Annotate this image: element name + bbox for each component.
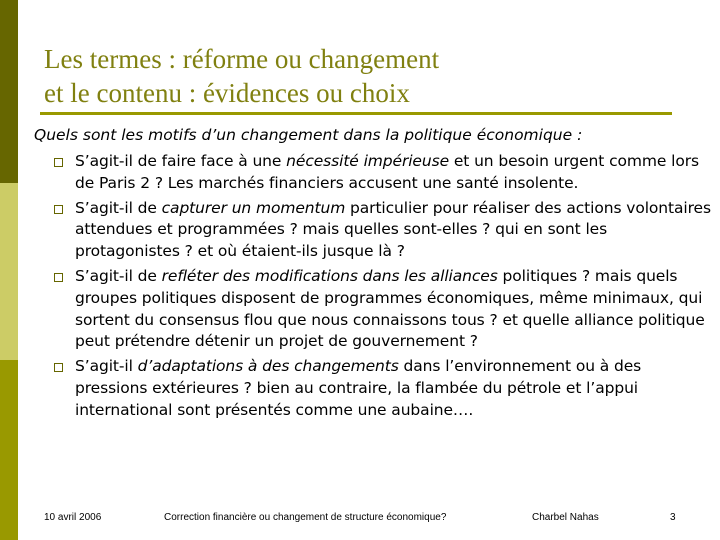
footer-author: Charbel Nahas xyxy=(532,512,599,523)
text: dans l’environnement ou à des pressions extérieures ? bien au contraire, la flambée du pétrole et l’appui international sont présentés comme une aubaine…. xyxy=(75,357,642,419)
title-line-1: Les termes : réforme ou changement xyxy=(44,44,440,74)
intro-question: Quels sont les motifs d’un changement dans la politique économique : xyxy=(34,126,583,144)
footer-subject: Correction financière ou changement de structure économique? xyxy=(164,512,447,523)
text: S’agit-il de xyxy=(75,198,162,217)
side-bar-middle xyxy=(0,183,18,360)
text: S’agit-il de faire face à une xyxy=(75,152,287,170)
bullet-item xyxy=(54,356,714,421)
square-bullet-icon xyxy=(54,273,63,282)
emphasis: capturer un momentum xyxy=(161,198,346,217)
text: politiques ? mais quels groupes politiques disposent de programmes économiques, même minimaux, qui sortent du consensus flou que nous connaissons tous ? et quelle alliance politique peut prétendre détenir un projet de gouvernement ? xyxy=(75,266,705,351)
side-bar-top xyxy=(0,0,18,183)
square-bullet-icon xyxy=(54,363,63,372)
title-line-2: et le contenu : évidences ou choix xyxy=(44,78,410,108)
footer-page-number: 3 xyxy=(670,512,676,523)
text: S’agit-il xyxy=(75,357,138,376)
text: S’agit-il de xyxy=(75,266,162,285)
bullet-list xyxy=(54,151,714,425)
emphasis: nécessité impérieuse xyxy=(286,152,450,170)
slide-title xyxy=(44,42,439,110)
side-bar-bottom xyxy=(0,360,18,540)
title-underline xyxy=(40,112,672,115)
bullet-item xyxy=(54,266,714,353)
square-bullet-icon xyxy=(54,205,63,214)
footer-date: 10 avril 2006 xyxy=(44,512,102,523)
emphasis: refléter des modifications dans les alliances xyxy=(161,266,498,285)
bullet-item xyxy=(54,198,714,263)
emphasis: d’adaptations à des changements xyxy=(137,357,399,376)
square-bullet-icon xyxy=(54,158,63,167)
text: et un besoin urgent comme lors de Paris 2 ? Les marchés financiers accusent une santé insolente. xyxy=(75,152,699,192)
text: particulier pour réaliser des actions volontaires attendues et programmées ? mais quelles sont-elles ? qui en sont les protagonistes ? et où étaient-ils jusque là ? xyxy=(75,198,711,261)
bullet-item xyxy=(54,151,714,195)
